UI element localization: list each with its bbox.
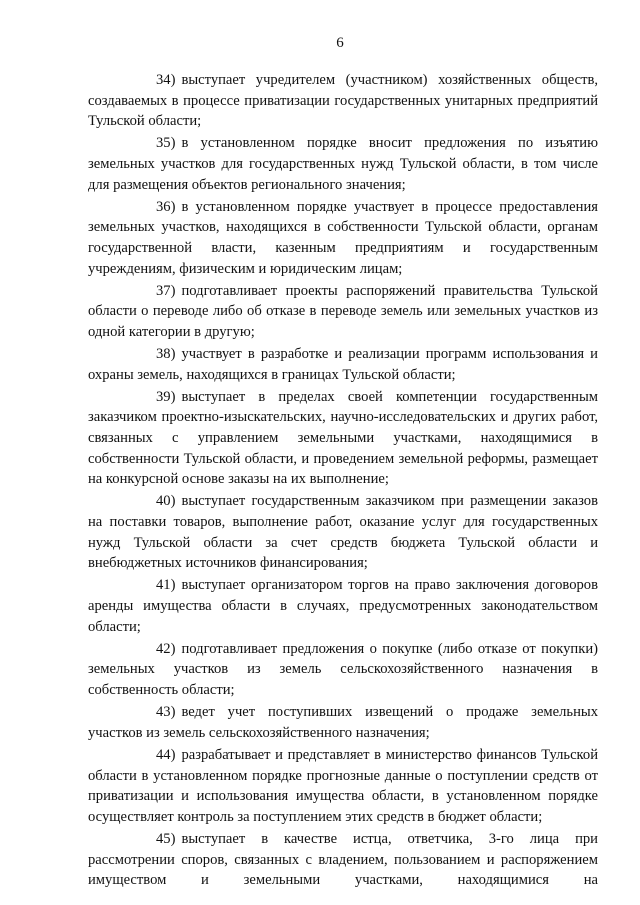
list-item <box>88 575 598 637</box>
item-number: 40) <box>156 493 176 510</box>
item-number: 43) <box>156 704 176 721</box>
item-text: в установленном порядке вносит предложения по изъятию земельных участков для государственных нужд Тульской области, в том числе для размещения объектов регионального значения; <box>88 135 598 193</box>
item-number: 41) <box>156 577 176 594</box>
item-number: 36) <box>156 198 176 215</box>
item-number: 38) <box>156 346 176 363</box>
list-item <box>88 639 598 701</box>
item-text: выступает в качестве истца, ответчика, 3-го лица при рассмотрении споров, связанных с владением, пользованием и распоряжением имуществом и земельными участками, находящимися на <box>88 830 598 889</box>
list-item <box>88 281 598 343</box>
list-item <box>88 491 598 573</box>
item-text: выступает учредителем (участником) хозяйственных обществ, создаваемых в процессе приватизации государственных унитарных предприятий Тульской области; <box>88 72 598 130</box>
list-item <box>88 133 598 195</box>
item-number: 37) <box>156 282 176 299</box>
item-text: выступает в пределах своей компетенции государственным заказчиком проектно-изыскательских, научно-исследовательских и других работ, связанных с управлением земельными участками, находящимися в собственности Тульской области, и проведением земельной реформы, размещает на конкурсной основе заказы на их выполнение; <box>88 388 598 488</box>
item-number: 42) <box>156 640 176 657</box>
document-body <box>88 70 598 892</box>
item-text: в установленном порядке участвует в процессе предоставления земельных участков, находящихся в собственности Тульской области, органам государственной власти, казенным предприятиям и государственным учреждениям, физическим и юридическим лицам; <box>88 198 598 277</box>
item-text: подготавливает проекты распоряжений правительства Тульской области о переводе либо об отказе в переводе земель или земельных участков из одной категории в другую; <box>88 282 598 340</box>
list-item <box>88 829 598 891</box>
item-number: 44) <box>156 746 176 763</box>
page-number: 6 <box>336 35 344 51</box>
item-number: 35) <box>156 135 176 152</box>
list-item <box>88 197 598 279</box>
item-number: 39) <box>156 388 176 405</box>
item-text: участвует в разработке и реализации программ использования и охраны земель, находящихся в границах Тульской области; <box>88 346 598 383</box>
item-text: подготавливает предложения о покупке (либо отказе от покупки) земельных участков из земель сельскохозяйственного назначения в собственность области; <box>88 640 598 698</box>
item-text: ведет учет поступивших извещений о продаже земельных участков из земель сельскохозяйственного назначения; <box>88 704 598 741</box>
item-text: выступает организатором торгов на право заключения договоров аренды имущества области в случаях, предусмотренных законодательством области; <box>88 577 598 635</box>
item-text: разрабатывает и представляет в министерство финансов Тульской области в установленном порядке прогнозные данные о поступлении средств от приватизации и использования имущества области, в установленном порядке осуществляет контроль за поступлением этих средств в бюджет области; <box>88 746 598 825</box>
list-item <box>88 745 598 827</box>
item-number: 34) <box>156 72 176 88</box>
list-item <box>88 344 598 385</box>
list-item <box>88 702 598 743</box>
list-item <box>88 387 598 490</box>
list-item <box>88 70 598 132</box>
item-number: 45) <box>156 830 176 847</box>
item-text: выступает государственным заказчиком при размещении заказов на поставки товаров, выполнение работ, оказание услуг для государственных нужд Тульской области за счет средств бюджета Тульской области и внебюджетных источников финансирования; <box>88 493 598 572</box>
